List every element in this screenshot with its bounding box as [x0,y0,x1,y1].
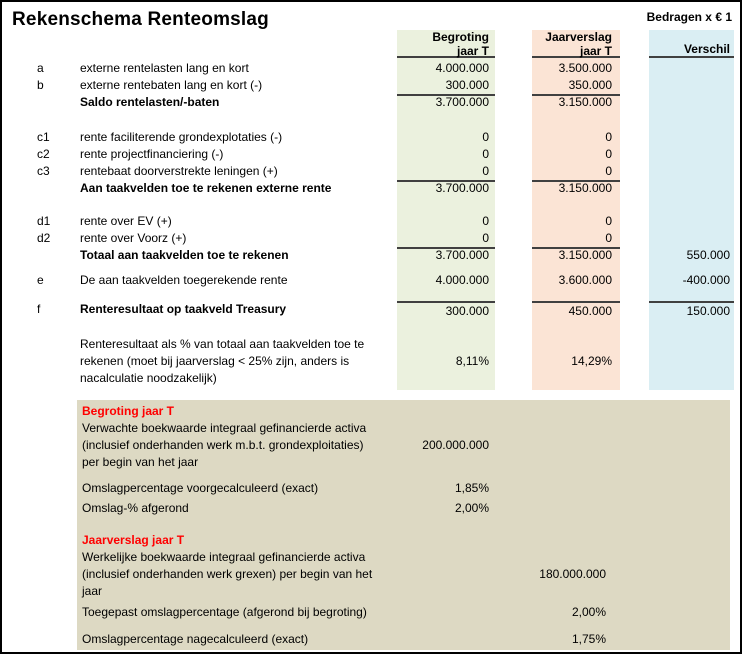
page-title: Rekenschema Renteomslag [12,9,269,30]
value-begroting: 4.000.000 [435,61,489,75]
table-row-f [2,301,740,318]
value-jaarverslag: 350.000 [532,77,620,96]
omslag-nagecalculeerd-row [82,631,730,648]
jaarverslag-boekwaarde-row [82,549,730,600]
value-begroting: 300.000 [397,77,495,96]
spacer [82,517,730,532]
omslag-afgerond-row [82,500,730,517]
row-id: c2 [37,147,50,161]
omslag-nagecalculeerd-value: 1,75% [571,632,606,646]
table-row-totaal-taakvelden [2,247,740,264]
toegepast-omslag-value: 2,00% [571,605,606,619]
row-label: Aan taakvelden toe te rekenen externe rente [80,181,332,195]
table-row-saldo [2,94,740,111]
value-jaarverslag: 0 [532,163,620,182]
row-label: Verwachte boekwaarde integraal gefinancierde activa (inclusief onderhanden werk m.b.t. grondexploitaties) per begin van het jaar [82,421,367,469]
value-verschil: -400.000 [682,273,730,287]
schema-table [2,60,740,387]
jaarverslag-section-heading: Jaarverslag jaar T [82,533,185,547]
spacer [2,318,740,336]
spacer [2,111,740,129]
value-verschil: 150.000 [649,301,734,320]
table-row-c1 [2,129,740,146]
toegepast-omslag-row [82,604,730,621]
table-row-b [2,77,740,94]
value-jaarverslag: 3.150.000 [558,181,612,195]
column-header-jaarverslag-line2: jaar T [579,44,612,58]
row-id: c3 [37,164,50,178]
row-label: rente faciliterende grondexplotaties (-) [80,130,283,144]
spacer [2,264,740,272]
spacer [2,289,740,301]
begroting-boekwaarde-row [82,420,730,471]
row-label: Werkelijke boekwaarde integraal gefinancierde activa (inclusief onderhanden werk grexen) per begin van het jaar [82,550,373,598]
value-jaarverslag: 450.000 [532,301,620,320]
column-header-begroting-line2: jaar T [456,44,489,58]
row-label: externe rentelasten lang en kort [80,61,249,75]
spacer [82,471,730,480]
column-header-jaarverslag [532,30,620,58]
table-row-renteresultaat-percentage [2,336,740,387]
value-jaarverslag: 0 [532,230,620,249]
amounts-note: Bedragen x € 1 [646,10,732,24]
value-begroting: 0 [482,147,489,161]
value-jaarverslag: 0 [605,130,612,144]
value-begroting: 0 [397,230,495,249]
row-label: Totaal aan taakvelden toe te rekenen [80,248,289,262]
table-row-c3 [2,163,740,180]
row-id: b [37,78,44,92]
value-jaarverslag: 0 [605,147,612,161]
row-id: d1 [37,214,51,228]
begroting-boekwaarde-value: 200.000.000 [422,438,489,452]
value-begroting: 0 [482,130,489,144]
row-label: Omslagpercentage voorgecalculeerd (exact) [82,481,319,495]
jaarverslag-boekwaarde-value: 180.000.000 [539,567,606,581]
value-begroting: 3.700.000 [435,181,489,195]
table-row-c2 [2,146,740,163]
column-header-begroting [397,30,495,58]
row-label: De aan taakvelden toegerekende rente [80,273,288,287]
row-label: Omslagpercentage nagecalculeerd (exact) [82,632,309,646]
value-begroting: 8,11% [455,354,489,368]
row-id: f [37,302,41,316]
row-id [34,180,80,197]
table-row-d1 [2,213,740,230]
row-id: a [37,61,44,75]
row-label: Omslag-% afgerond [82,501,189,515]
row-id [34,336,80,387]
spacer [82,621,730,631]
value-jaarverslag: 14,29% [571,354,612,368]
value-begroting: 0 [482,214,489,228]
row-id: d2 [37,231,51,245]
row-label: externe rentebaten lang en kort (-) [80,78,263,92]
value-jaarverslag: 0 [605,214,612,228]
value-begroting: 4.000.000 [435,273,489,287]
row-label: Toegepast omslagpercentage (afgerond bij begroting) [82,605,367,619]
column-header-jaarverslag-line1: Jaarverslag [545,30,612,44]
row-id: e [37,273,44,287]
omslag-afgerond-value: 2,00% [454,501,489,515]
column-header-verschil-label: Verschil [683,42,730,56]
omslag-voorgecalculeerd-row [82,480,730,497]
row-id: c1 [37,130,50,144]
row-label: Saldo rentelasten/-baten [80,95,220,109]
value-begroting: 300.000 [397,301,495,320]
omslag-voorgecalculeerd-value: 1,85% [454,481,489,495]
value-begroting: 3.700.000 [435,95,489,109]
row-label: Renteresultaat als % van totaal aan taakvelden toe te rekenen (moet bij jaarverslag < 25% zijn, anders is nacalculatie noodzakelijk) [80,337,365,385]
row-label: rentebaat doorverstrekte leningen (+) [80,164,278,178]
value-jaarverslag: 3.500.000 [558,61,612,75]
row-label: rente over EV (+) [80,214,172,228]
table-row-d2 [2,230,740,247]
row-label: rente over Voorz (+) [80,231,187,245]
column-header-begroting-line1: Begroting [432,30,489,44]
value-jaarverslag: 3.150.000 [558,95,612,109]
value-begroting: 0 [397,163,495,182]
value-begroting: 3.700.000 [435,248,489,262]
omslagpercentage-section [77,400,730,650]
table-row-a [2,60,740,77]
value-jaarverslag: 3.150.000 [558,248,612,262]
column-header-verschil [649,30,734,58]
row-id [34,94,80,111]
value-verschil: 550.000 [686,248,730,262]
table-row-e [2,272,740,289]
begroting-section-heading: Begroting jaar T [82,404,175,418]
row-label: Renteresultaat op taakveld Treasury [80,302,287,316]
row-id [34,247,80,264]
spacer [2,197,740,213]
table-row-externe-rente-totaal [2,180,740,197]
row-label: rente projectfinanciering (-) [80,147,224,161]
value-jaarverslag: 3.600.000 [558,273,612,287]
